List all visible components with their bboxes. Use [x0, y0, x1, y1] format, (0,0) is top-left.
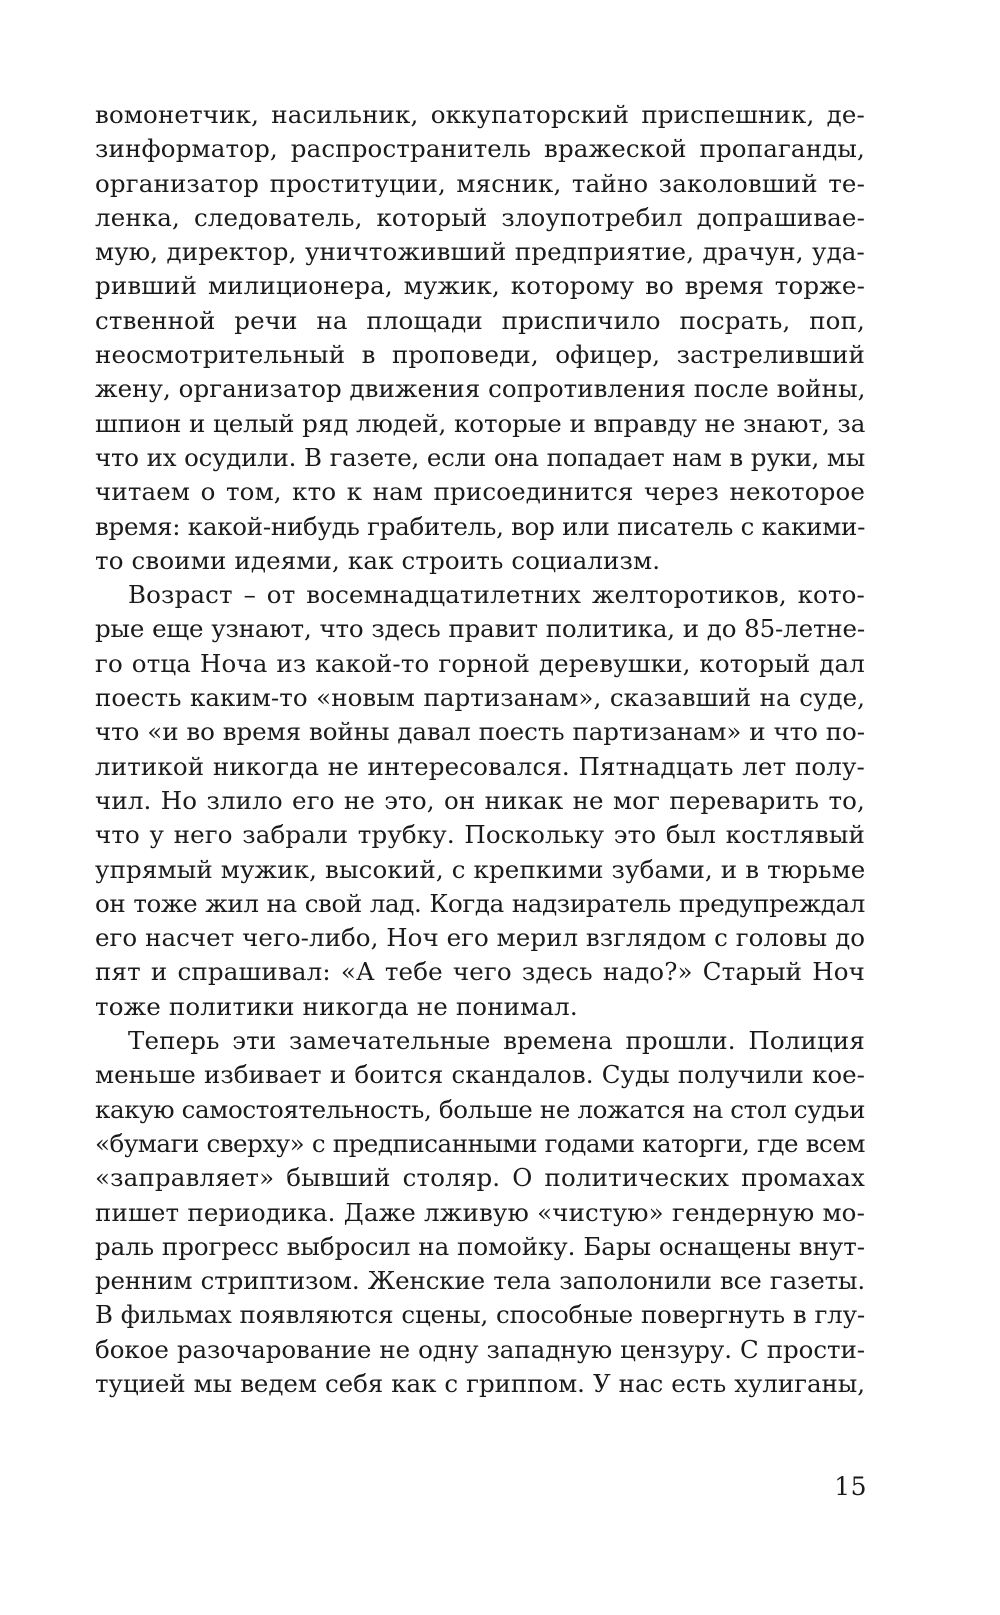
text-line: Теперь эти замечательные времена прошли. Полиция	[128, 1026, 865, 1056]
text-line: ленка, следователь, который злоупотребил допрашивае-	[95, 202, 865, 232]
text-line: литикой никогда не интересовался. Пятнадцать лет полу-	[95, 751, 865, 781]
text-line: поесть каким-то «новым партизанам», сказавший на суде,	[95, 683, 865, 713]
text-line: ственной речи на площади приспичило посрать, поп,	[95, 305, 865, 335]
text-line: какую самостоятельность, больше не ложатся на стол судьи	[95, 1094, 866, 1124]
text-line: организатор проституции, мясник, тайно заколовший те-	[95, 168, 865, 198]
text-line: раль прогресс выбросил на помойку. Бары оснащены внут-	[95, 1231, 865, 1261]
text-line: «заправляет» бывший столяр. О политических промахах	[95, 1163, 865, 1193]
page-number: 15	[834, 1472, 867, 1501]
text-line: «бумаги сверху» с предписанными годами каторги, где всем	[95, 1128, 865, 1158]
text-line: он тоже жил на свой лад. Когда надзиратель предупреждал	[95, 888, 865, 918]
text-line: неосмотрительный в проповеди, офицер, застреливший	[95, 340, 865, 370]
text-line: шпион и целый ряд людей, которые и вправду не знают, за	[95, 408, 866, 438]
text-line: что «и во время войны давал поесть партизанам» и что по-	[95, 717, 865, 747]
text-line: ренним стриптизом. Женские тела заполонили все газеты.	[95, 1266, 865, 1296]
text-line: бокое разочарование не одну западную цензуру. С прости-	[95, 1334, 865, 1364]
body-text	[95, 98, 865, 1401]
text-line: что их осудили. В газете, если она попадает нам в руки, мы	[95, 442, 865, 472]
text-line: время: какой-нибудь грабитель, вор или писатель с какими-	[95, 511, 866, 541]
text-line: Возраст – от восемнадцатилетних желторотиков, кото-	[128, 580, 865, 610]
text-line: мую, директор, уничтоживший предприятие, драчун, уда-	[95, 237, 865, 267]
text-line: пишет периодика. Даже лживую «чистую» гендерную мо-	[95, 1197, 865, 1227]
text-line: туцией мы ведем себя как с гриппом. У нас есть хулиганы,	[95, 1368, 865, 1398]
text-line: его насчет чего-либо, Ноч его мерил взглядом с головы до	[95, 923, 865, 953]
paragraph-2	[95, 578, 865, 1024]
text-line: тоже политики никогда не понимал.	[95, 991, 578, 1021]
text-line: В фильмах появляются сцены, способные повергнуть в глу-	[95, 1300, 865, 1330]
text-line: вомонетчик, насильник, оккупаторский приспешник, де-	[95, 100, 865, 129]
text-line: рые еще узнают, что здесь правит политика, и до 85-летне-	[95, 614, 865, 644]
text-line: упрямый мужик, высокий, с крепкими зубами, и в тюрьме	[95, 854, 866, 884]
text-line: чил. Но злило его не это, он никак не мог переварить то,	[95, 785, 865, 815]
text-line: пят и спрашивал: «А тебе чего здесь надо?» Старый Ноч	[95, 957, 865, 987]
text-line: то своими идеями, как строить социализм.	[95, 545, 661, 575]
text-line: читаем о том, кто к нам присоединится через некоторое	[95, 477, 865, 507]
text-line: го отца Ноча из какой-то горной деревушки, который дал	[95, 648, 865, 678]
paragraph-1	[95, 98, 865, 578]
text-line: зинформатор, распространитель вражеской пропаганды,	[95, 134, 865, 164]
text-line: что у него забрали трубку. Поскольку это был костлявый	[95, 820, 865, 850]
paragraph-3	[95, 1024, 865, 1401]
text-line: жену, организатор движения сопротивления после войны,	[95, 374, 866, 404]
text-line: меньше избивает и боится скандалов. Суды получили кое-	[95, 1060, 865, 1090]
text-line: ривший милиционера, мужик, которому во время торже-	[95, 271, 865, 301]
